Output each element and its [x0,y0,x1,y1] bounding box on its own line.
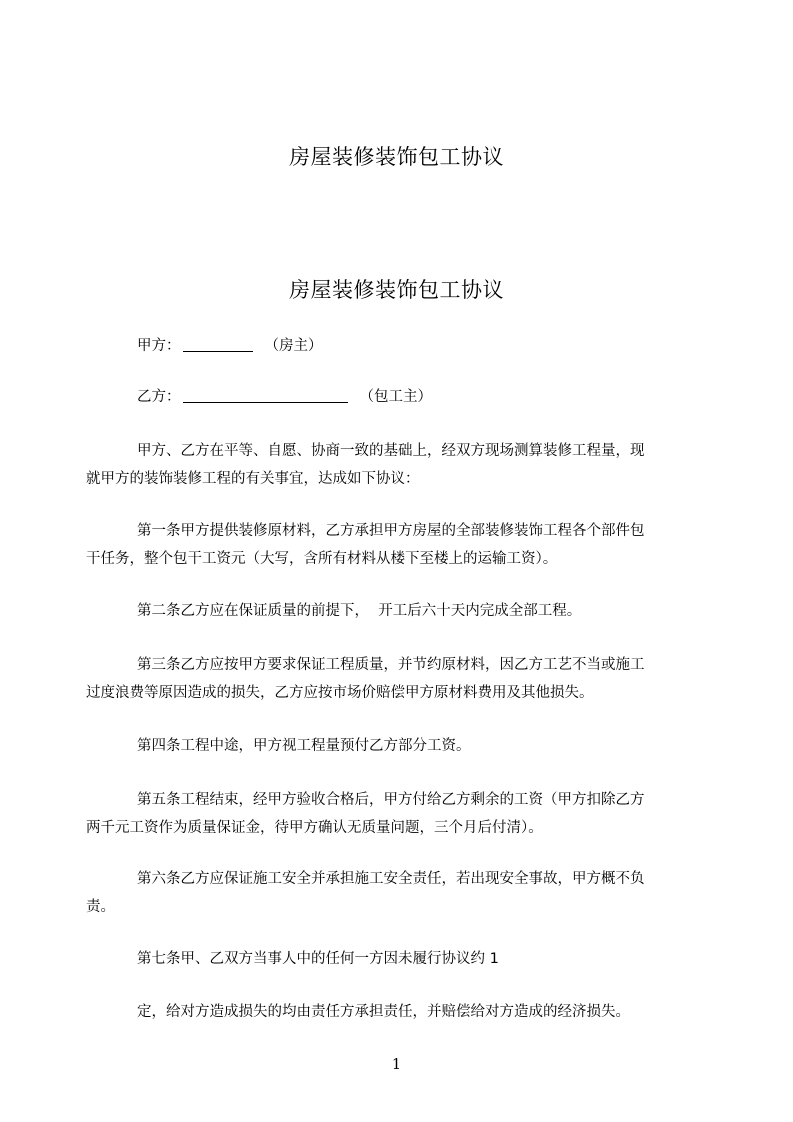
cover-title: 房屋装修装饰包工协议 [289,145,504,169]
article-7-line-2 [137,998,717,1026]
article-1-line-2: 干任务，整个包干工资元（大写，含所有材料从楼下至楼上的运输工资）。 [86,551,558,567]
article-4 [137,732,717,760]
article-3 [86,651,717,707]
intro-paragraph [86,437,717,493]
party-a-label: 甲方： [137,338,181,354]
article-4-line-1: 第四条工程中途，甲方视工程量预付乙方部分工资。 [137,738,471,754]
intro-line-1: 甲方、乙方在平等、自愿、协商一致的基础上，经双方现场测算装修工程量，现 [137,443,645,459]
party-b-role: （包工主） [359,389,432,405]
article-6-line-2: 责。 [86,899,115,915]
document-title: 房屋装修装饰包工协议 [289,278,504,302]
party-b-line [137,383,717,411]
party-b-blank [183,386,348,403]
party-b-label: 乙方： [137,389,181,405]
article-1 [86,517,717,573]
party-a-line [137,332,717,360]
party-a-role: （房主） [264,338,323,354]
article-2-line-1: 第二条乙方应在保证质量的前提下， 开工后六十天内完成全部工程。 [137,603,582,619]
article-7-text-2: 定，给对方造成损失的均由责任方承担责任，并赔偿给对方造成的经济损失。 [137,1004,630,1020]
article-5-line-1: 第五条工程结束，经甲方验收合格后，甲方付给乙方剩余的工资（甲方扣除乙方 [137,792,645,808]
article-6 [86,865,717,921]
article-5 [86,786,717,842]
article-3-line-1: 第三条乙方应按甲方要求保证工程质量，并节约原材料，因乙方工艺不当或施工 [137,657,645,673]
article-3-line-2: 过度浪费等原因造成的损失，乙方应按市场价赔偿甲方原材料费用及其他损失。 [86,685,594,701]
article-7-line-1 [137,945,717,973]
article-5-line-2: 两千元工资作为质量保证金，待甲方确认无质量问题，三个月后付清）。 [86,820,543,836]
article-6-line-1: 第六条乙方应保证施工安全并承担施工安全责任，若出现安全事故，甲方概不负 [137,871,645,887]
article-2 [137,597,717,625]
intro-line-2: 就甲方的装饰装修工程的有关事宜，达成如下协议： [86,471,420,487]
article-1-line-1: 第一条甲方提供装修原材料，乙方承担甲方房屋的全部装修装饰工程各个部件包 [137,523,645,539]
article-7-text-1: 第七条甲、乙双方当事人中的任何一方因未履行协议约 1 [137,951,499,967]
party-a-blank [183,335,253,352]
page-number: 1 [391,1057,402,1073]
